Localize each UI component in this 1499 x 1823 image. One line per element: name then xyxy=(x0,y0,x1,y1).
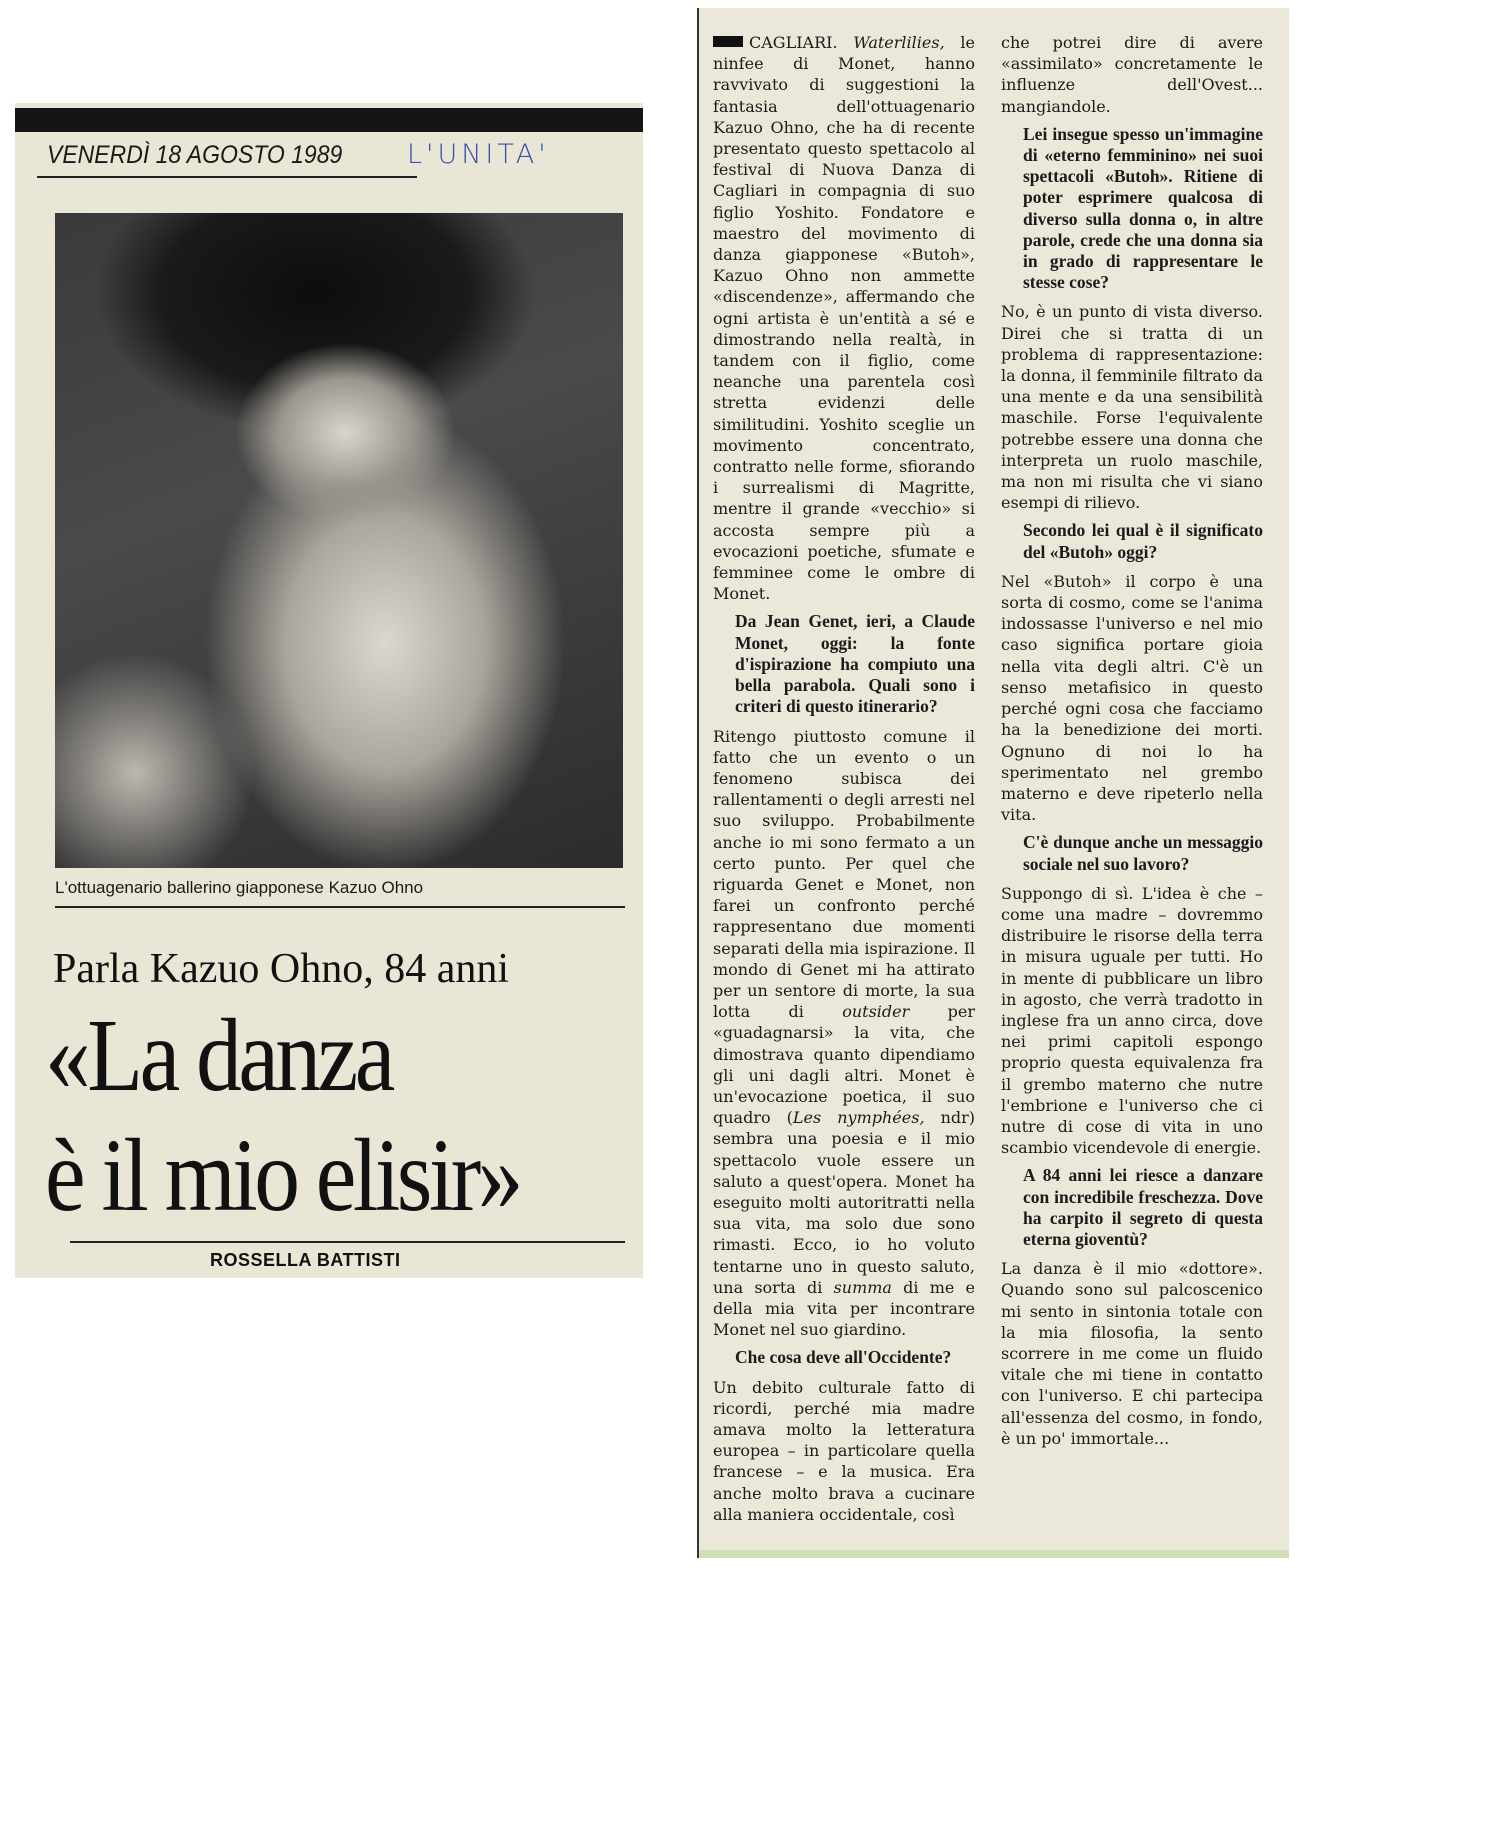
issue-date: VENERDÌ 18 AGOSTO 1989 xyxy=(47,141,343,169)
text-segment: CAGLIARI. xyxy=(749,33,854,52)
text-segment: No, è un punto di vista diverso. Direi che si tratta di un problema di rappresentazione: la donna, il femminile filtrato da una mente e da una sensibilità maschile. Forse l'equivalente potrebbe essere una donna che interpreta un ruolo maschile, ma non mi risulta che vi siano esempi di rilievo. xyxy=(1001,302,1263,513)
interview-question xyxy=(1023,520,1263,562)
header-bar xyxy=(15,108,643,132)
article-column-2 xyxy=(1001,32,1263,1456)
text-segment: C'è dunque anche un messaggio sociale nel suo lavoro? xyxy=(1023,832,1263,874)
italic-text: Waterlilies, xyxy=(853,33,945,52)
kicker: Parla Kazuo Ohno, 84 anni xyxy=(53,946,510,992)
text-segment: Che cosa deve all'Occidente? xyxy=(735,1347,952,1368)
interview-question xyxy=(1023,1165,1263,1250)
headline-line-1: «La danza xyxy=(45,998,392,1113)
article-paragraph xyxy=(1001,1258,1263,1449)
text-segment: Secondo lei qual è il significato del «Butoh» oggi? xyxy=(1023,520,1263,562)
left-clipping xyxy=(15,103,643,1278)
text-segment: Suppongo di sì. L'idea è che – come una madre – dovremmo distribuire le risorse della terra in misura uguale per tutti. Ho in mente di pubblicare un libro in agosto, che verrà tradotto in inglese fra un anno circa, dove nei primi capitoli espongo proprio questa equivalenza fra il grembo materno che nutre l'embrione e l'universo che ci nutre di cose di vita in uno scambio vicendevole di energie. xyxy=(1001,883,1263,1158)
italic-text: Les nymphées, xyxy=(792,1108,925,1128)
interview-question xyxy=(1023,832,1263,874)
text-segment: Ritengo piuttosto comune il fatto che un evento o un fenomeno subisca dei rallentamenti o degli arresti nel suo sviluppo. Probabilmente anche io mi sono fermato a un certo punto. Per quel che riguarda Genet e Monet, non farei un confronto perché rappresentano due momenti separati della mia ispirazione. Il mondo di Genet mi ha attirato per un sentore di morte, la sua lotta di xyxy=(713,726,975,1022)
article-paragraph xyxy=(1001,571,1263,825)
article-body-clipping xyxy=(697,8,1289,1558)
headline-line-2: è il mio elisir» xyxy=(45,1118,520,1233)
text-segment: ndr) sembra una poesia e il mio spettacolo vuole essere un saluto a quest'opera. Monet ha eseguito molti autoritratti nella sua vita, ma solo due sono rimasti. Ecco, io ho voluto tentarne uno in questo saluto, una sorta di xyxy=(713,1108,976,1297)
article-paragraph xyxy=(1001,301,1263,513)
headline xyxy=(45,996,520,1236)
article-column-1 xyxy=(713,32,975,1532)
text-segment: per «guadagnarsi» la vita, che dimostrava quanto dipendiamo gli uni dagli altri. Monet è un'evocazione poetica, il suo quadro ( xyxy=(713,1002,975,1128)
newspaper-name-handwritten: L'UNITA' xyxy=(407,139,550,170)
text-segment: Lei insegue spesso un'immagine di «eterno femminino» nei suoi spettacoli «Butoh». Ritiene di poter esprimere qualcosa di diverso sulla donna o, in altre parole, crede che una donna sia in grado di rappresentare le stesse cose? xyxy=(1023,123,1263,293)
text-segment: Da Jean Genet, ieri, a Claude Monet, oggi: la fonte d'ispirazione ha compiuto una bella parabola. Quali sono i criteri di questo itinerario? xyxy=(735,611,975,717)
article-paragraph xyxy=(713,1377,975,1525)
paper-edge xyxy=(699,1550,1289,1558)
text-segment: di me e della mia vita per incontrare Monet nel suo giardino. xyxy=(713,1277,975,1340)
photo-kazuo-ohno xyxy=(55,213,623,868)
article-paragraph xyxy=(1001,883,1263,1159)
interview-question xyxy=(735,611,975,717)
text-segment: La danza è il mio «dottore». Quando sono sul palcoscenico mi sento in sintonia totale con la mia filosofia, la sento scorrere in me come un fluido vitale che mi tiene in contatto con l'universo. E chi partecipa all'essenza del cosmo, in fondo, è un po' immortale... xyxy=(1001,1259,1263,1448)
interview-question xyxy=(1023,124,1263,294)
text-segment: le ninfee di Monet, hanno ravvivato di suggestioni la fantasia dell'ottuagenario Kazuo Ohno, che ha di recente presentato questo spettacolo al festival di Nuova Danza di Cagliari in compagnia di suo figlio Yoshito. Fondatore e maestro del movimento di danza giapponese «Butoh», Kazuo Ohno non ammette «discendenze», affermando che ogni artista è un'entità a sé e dimostrando nella realtà, in tandem con il figlio, come neanche una parentela così stretta evidenzi delle similitudini. Yoshito sceglie un movimento concentrato, contratto nelle forme, sfiorando i surrealismi di Magritte, mentre il grande «vecchio» si accosta sempre più a evocazioni poetiche, sfumate e femminee come le ombre di Monet. xyxy=(713,33,975,604)
article-paragraph xyxy=(713,726,975,1341)
caption-rule xyxy=(55,906,625,908)
interview-question xyxy=(735,1347,975,1368)
byline-rule xyxy=(70,1241,625,1243)
italic-text: outsider xyxy=(842,1002,910,1022)
text-segment: che potrei dire di avere «assimilato» concretamente le influenze dell'Ovest... mangiandole. xyxy=(1001,33,1263,116)
italic-text: summa xyxy=(833,1277,892,1297)
text-segment: Nel «Butoh» il corpo è una sorta di cosmo, come se l'anima indossasse l'universo e nel mio caso significa portare gioia nella vita degli altri. C'è un senso metafisico in questo perché ogni cosa che facciamo ha la benedizione dei morti. Ognuno di noi lo ha sperimentato nel grembo materno e deve ripeterlo nella vita. xyxy=(1001,571,1263,825)
date-rule xyxy=(37,176,417,178)
byline: ROSSELLA BATTISTI xyxy=(210,1250,401,1270)
photo-caption: L'ottuagenario ballerino giapponese Kazuo Ohno xyxy=(55,878,424,897)
lead-bullet-icon xyxy=(713,36,743,47)
text-segment: Un debito culturale fatto di ricordi, perché mia madre amava molto la letteratura europea – in particolare quella francese – e la musica. Era anche molto brava a cucinare alla maniera occidentale, così xyxy=(713,1377,975,1524)
article-paragraph xyxy=(713,32,975,604)
text-segment: A 84 anni lei riesce a danzare con incredibile freschezza. Dove ha carpito il segreto di questa eterna gioventù? xyxy=(1023,1165,1263,1249)
article-paragraph xyxy=(1001,32,1263,117)
